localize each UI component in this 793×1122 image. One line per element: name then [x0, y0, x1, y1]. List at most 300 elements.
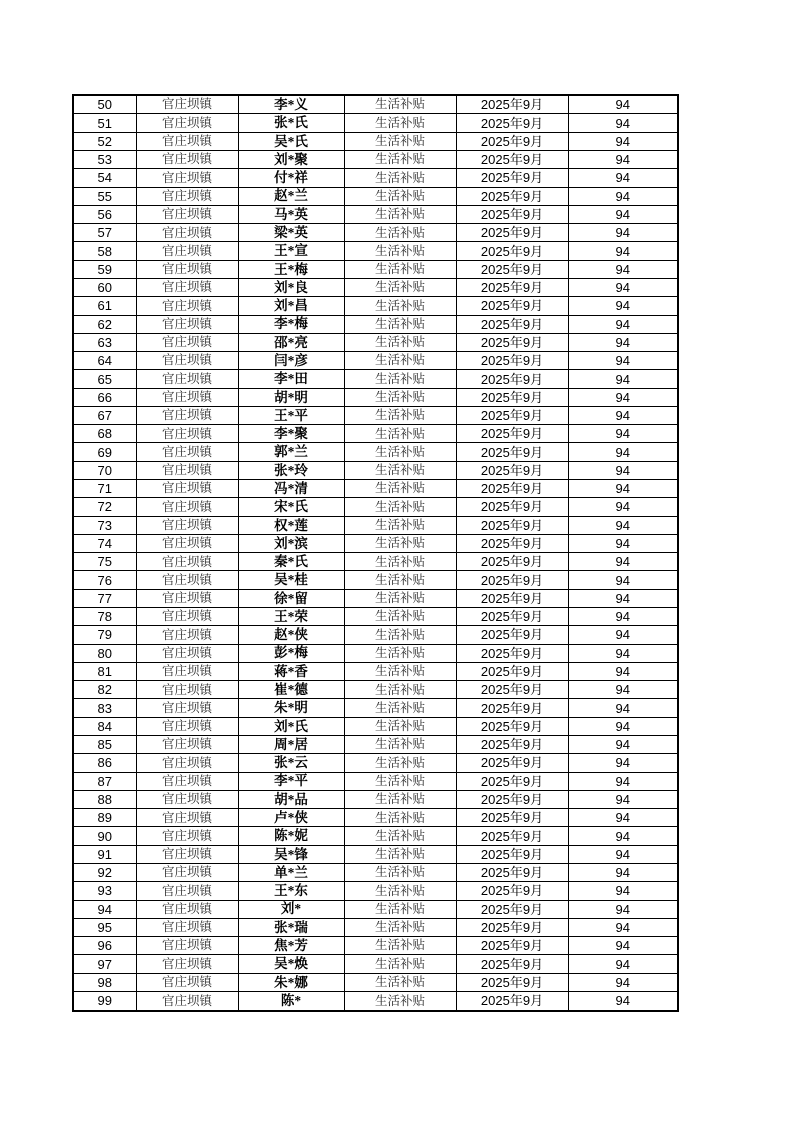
amount: 94	[568, 827, 678, 845]
table-row	[73, 845, 678, 863]
row-number: 75	[73, 553, 136, 571]
month: 2025年9月	[456, 553, 568, 571]
person-name: 彭*梅	[238, 644, 344, 662]
subsidy-type: 生活补贴	[344, 973, 456, 991]
row-number: 67	[73, 406, 136, 424]
town-name: 官庄坝镇	[136, 589, 238, 607]
amount: 94	[568, 809, 678, 827]
row-number: 61	[73, 297, 136, 315]
subsidy-type: 生活补贴	[344, 717, 456, 735]
subsidy-type: 生活补贴	[344, 370, 456, 388]
row-number: 76	[73, 571, 136, 589]
month: 2025年9月	[456, 863, 568, 881]
amount: 94	[568, 918, 678, 936]
amount: 94	[568, 388, 678, 406]
person-name: 刘*良	[238, 278, 344, 296]
town-name: 官庄坝镇	[136, 790, 238, 808]
month: 2025年9月	[456, 900, 568, 918]
subsidy-type: 生活补贴	[344, 937, 456, 955]
amount: 94	[568, 937, 678, 955]
row-number: 96	[73, 937, 136, 955]
table-row	[73, 150, 678, 168]
row-number: 88	[73, 790, 136, 808]
subsidy-type: 生活补贴	[344, 809, 456, 827]
row-number: 95	[73, 918, 136, 936]
table-row	[73, 315, 678, 333]
town-name: 官庄坝镇	[136, 498, 238, 516]
person-name: 冯*清	[238, 480, 344, 498]
month: 2025年9月	[456, 681, 568, 699]
town-name: 官庄坝镇	[136, 461, 238, 479]
amount: 94	[568, 132, 678, 150]
subsidy-type: 生活补贴	[344, 735, 456, 753]
subsidy-type: 生活补贴	[344, 754, 456, 772]
amount: 94	[568, 553, 678, 571]
subsidy-type: 生活补贴	[344, 608, 456, 626]
town-name: 官庄坝镇	[136, 900, 238, 918]
month: 2025年9月	[456, 224, 568, 242]
row-number: 71	[73, 480, 136, 498]
row-number: 57	[73, 224, 136, 242]
amount: 94	[568, 790, 678, 808]
person-name: 权*莲	[238, 516, 344, 534]
table-row	[73, 991, 678, 1011]
town-name: 官庄坝镇	[136, 717, 238, 735]
subsidy-type: 生活补贴	[344, 553, 456, 571]
amount: 94	[568, 224, 678, 242]
subsidy-type: 生活补贴	[344, 114, 456, 132]
month: 2025年9月	[456, 388, 568, 406]
person-name: 赵*兰	[238, 187, 344, 205]
subsidy-type: 生活补贴	[344, 589, 456, 607]
town-name: 官庄坝镇	[136, 644, 238, 662]
person-name: 吴*氏	[238, 132, 344, 150]
table-row	[73, 772, 678, 790]
table-row	[73, 333, 678, 351]
subsidy-type: 生活补贴	[344, 425, 456, 443]
table-row	[73, 205, 678, 223]
month: 2025年9月	[456, 662, 568, 680]
amount: 94	[568, 114, 678, 132]
row-number: 59	[73, 260, 136, 278]
town-name: 官庄坝镇	[136, 443, 238, 461]
town-name: 官庄坝镇	[136, 224, 238, 242]
town-name: 官庄坝镇	[136, 205, 238, 223]
town-name: 官庄坝镇	[136, 297, 238, 315]
row-number: 79	[73, 626, 136, 644]
amount: 94	[568, 845, 678, 863]
person-name: 卢*侠	[238, 809, 344, 827]
town-name: 官庄坝镇	[136, 553, 238, 571]
table-row	[73, 717, 678, 735]
table-row	[73, 918, 678, 936]
month: 2025年9月	[456, 754, 568, 772]
subsidy-type: 生活补贴	[344, 790, 456, 808]
month: 2025年9月	[456, 132, 568, 150]
table-row	[73, 352, 678, 370]
month: 2025年9月	[456, 717, 568, 735]
subsidy-type: 生活补贴	[344, 132, 456, 150]
person-name: 宋*氏	[238, 498, 344, 516]
table-row	[73, 534, 678, 552]
subsidy-type: 生活补贴	[344, 955, 456, 973]
person-name: 崔*德	[238, 681, 344, 699]
row-number: 66	[73, 388, 136, 406]
month: 2025年9月	[456, 443, 568, 461]
amount: 94	[568, 297, 678, 315]
subsidy-type: 生活补贴	[344, 681, 456, 699]
table-row	[73, 425, 678, 443]
row-number: 73	[73, 516, 136, 534]
row-number: 53	[73, 150, 136, 168]
town-name: 官庄坝镇	[136, 681, 238, 699]
town-name: 官庄坝镇	[136, 937, 238, 955]
town-name: 官庄坝镇	[136, 95, 238, 114]
town-name: 官庄坝镇	[136, 132, 238, 150]
table-row	[73, 589, 678, 607]
subsidy-type: 生活补贴	[344, 95, 456, 114]
table-row	[73, 863, 678, 881]
subsidy-type: 生活补贴	[344, 516, 456, 534]
amount: 94	[568, 260, 678, 278]
row-number: 55	[73, 187, 136, 205]
month: 2025年9月	[456, 425, 568, 443]
amount: 94	[568, 571, 678, 589]
town-name: 官庄坝镇	[136, 370, 238, 388]
town-name: 官庄坝镇	[136, 260, 238, 278]
person-name: 李*聚	[238, 425, 344, 443]
person-name: 付*祥	[238, 169, 344, 187]
amount: 94	[568, 534, 678, 552]
town-name: 官庄坝镇	[136, 150, 238, 168]
person-name: 蒋*香	[238, 662, 344, 680]
table-row	[73, 480, 678, 498]
town-name: 官庄坝镇	[136, 516, 238, 534]
amount: 94	[568, 973, 678, 991]
subsidy-type: 生活补贴	[344, 882, 456, 900]
town-name: 官庄坝镇	[136, 809, 238, 827]
person-name: 朱*娜	[238, 973, 344, 991]
table-row	[73, 735, 678, 753]
row-number: 90	[73, 827, 136, 845]
table-row	[73, 406, 678, 424]
person-name: 马*英	[238, 205, 344, 223]
town-name: 官庄坝镇	[136, 973, 238, 991]
person-name: 胡*明	[238, 388, 344, 406]
table-row	[73, 260, 678, 278]
person-name: 焦*芳	[238, 937, 344, 955]
table-row	[73, 297, 678, 315]
amount: 94	[568, 242, 678, 260]
subsidy-type: 生活补贴	[344, 571, 456, 589]
row-number: 69	[73, 443, 136, 461]
town-name: 官庄坝镇	[136, 388, 238, 406]
town-name: 官庄坝镇	[136, 425, 238, 443]
row-number: 98	[73, 973, 136, 991]
town-name: 官庄坝镇	[136, 333, 238, 351]
person-name: 陈*	[238, 991, 344, 1011]
amount: 94	[568, 425, 678, 443]
table-row	[73, 900, 678, 918]
row-number: 74	[73, 534, 136, 552]
person-name: 梁*英	[238, 224, 344, 242]
subsidy-type: 生活补贴	[344, 406, 456, 424]
table-row	[73, 644, 678, 662]
table-row	[73, 114, 678, 132]
person-name: 李*梅	[238, 315, 344, 333]
row-number: 77	[73, 589, 136, 607]
person-name: 张*瑞	[238, 918, 344, 936]
person-name: 王*荣	[238, 608, 344, 626]
town-name: 官庄坝镇	[136, 699, 238, 717]
month: 2025年9月	[456, 991, 568, 1011]
subsidy-type: 生活补贴	[344, 150, 456, 168]
table-row	[73, 955, 678, 973]
row-number: 50	[73, 95, 136, 114]
subsidy-type: 生活补贴	[344, 534, 456, 552]
month: 2025年9月	[456, 370, 568, 388]
month: 2025年9月	[456, 242, 568, 260]
person-name: 刘*	[238, 900, 344, 918]
row-number: 82	[73, 681, 136, 699]
row-number: 92	[73, 863, 136, 881]
amount: 94	[568, 626, 678, 644]
row-number: 83	[73, 699, 136, 717]
row-number: 52	[73, 132, 136, 150]
amount: 94	[568, 681, 678, 699]
table-body	[73, 95, 678, 1011]
table-row	[73, 681, 678, 699]
row-number: 99	[73, 991, 136, 1011]
person-name: 赵*侠	[238, 626, 344, 644]
town-name: 官庄坝镇	[136, 863, 238, 881]
person-name: 闫*彦	[238, 352, 344, 370]
month: 2025年9月	[456, 95, 568, 114]
amount: 94	[568, 991, 678, 1011]
row-number: 84	[73, 717, 136, 735]
town-name: 官庄坝镇	[136, 406, 238, 424]
amount: 94	[568, 516, 678, 534]
month: 2025年9月	[456, 589, 568, 607]
row-number: 78	[73, 608, 136, 626]
month: 2025年9月	[456, 790, 568, 808]
person-name: 秦*氏	[238, 553, 344, 571]
person-name: 朱*明	[238, 699, 344, 717]
subsidy-type: 生活补贴	[344, 644, 456, 662]
subsidy-type: 生活补贴	[344, 827, 456, 845]
month: 2025年9月	[456, 480, 568, 498]
table-row	[73, 242, 678, 260]
month: 2025年9月	[456, 498, 568, 516]
person-name: 张*云	[238, 754, 344, 772]
subsidy-type: 生活补贴	[344, 260, 456, 278]
month: 2025年9月	[456, 809, 568, 827]
subsidy-table	[72, 94, 679, 1012]
subsidy-type: 生活补贴	[344, 863, 456, 881]
subsidy-type: 生活补贴	[344, 480, 456, 498]
table-row	[73, 699, 678, 717]
row-number: 54	[73, 169, 136, 187]
amount: 94	[568, 205, 678, 223]
town-name: 官庄坝镇	[136, 571, 238, 589]
person-name: 单*兰	[238, 863, 344, 881]
amount: 94	[568, 315, 678, 333]
town-name: 官庄坝镇	[136, 845, 238, 863]
amount: 94	[568, 735, 678, 753]
person-name: 周*居	[238, 735, 344, 753]
month: 2025年9月	[456, 973, 568, 991]
table-row	[73, 461, 678, 479]
table-row	[73, 827, 678, 845]
subsidy-type: 生活补贴	[344, 242, 456, 260]
town-name: 官庄坝镇	[136, 187, 238, 205]
table-row	[73, 937, 678, 955]
subsidy-type: 生活补贴	[344, 918, 456, 936]
month: 2025年9月	[456, 534, 568, 552]
row-number: 60	[73, 278, 136, 296]
month: 2025年9月	[456, 772, 568, 790]
person-name: 张*玲	[238, 461, 344, 479]
subsidy-type: 生活补贴	[344, 187, 456, 205]
month: 2025年9月	[456, 150, 568, 168]
subsidy-table-container	[72, 94, 679, 1012]
month: 2025年9月	[456, 406, 568, 424]
town-name: 官庄坝镇	[136, 955, 238, 973]
person-name: 王*东	[238, 882, 344, 900]
town-name: 官庄坝镇	[136, 315, 238, 333]
row-number: 97	[73, 955, 136, 973]
row-number: 86	[73, 754, 136, 772]
table-row	[73, 809, 678, 827]
subsidy-type: 生活补贴	[344, 388, 456, 406]
town-name: 官庄坝镇	[136, 278, 238, 296]
month: 2025年9月	[456, 882, 568, 900]
table-row	[73, 553, 678, 571]
table-row	[73, 95, 678, 114]
month: 2025年9月	[456, 571, 568, 589]
amount: 94	[568, 278, 678, 296]
amount: 94	[568, 608, 678, 626]
subsidy-type: 生活补贴	[344, 333, 456, 351]
person-name: 吴*锋	[238, 845, 344, 863]
amount: 94	[568, 863, 678, 881]
row-number: 58	[73, 242, 136, 260]
row-number: 81	[73, 662, 136, 680]
row-number: 89	[73, 809, 136, 827]
month: 2025年9月	[456, 333, 568, 351]
subsidy-type: 生活补贴	[344, 443, 456, 461]
month: 2025年9月	[456, 608, 568, 626]
month: 2025年9月	[456, 352, 568, 370]
table-row	[73, 516, 678, 534]
month: 2025年9月	[456, 114, 568, 132]
amount: 94	[568, 900, 678, 918]
amount: 94	[568, 772, 678, 790]
row-number: 87	[73, 772, 136, 790]
amount: 94	[568, 187, 678, 205]
month: 2025年9月	[456, 644, 568, 662]
table-row	[73, 388, 678, 406]
table-row	[73, 790, 678, 808]
subsidy-type: 生活补贴	[344, 845, 456, 863]
amount: 94	[568, 461, 678, 479]
town-name: 官庄坝镇	[136, 626, 238, 644]
table-row	[73, 224, 678, 242]
table-row	[73, 754, 678, 772]
person-name: 刘*氏	[238, 717, 344, 735]
subsidy-type: 生活补贴	[344, 461, 456, 479]
month: 2025年9月	[456, 516, 568, 534]
month: 2025年9月	[456, 297, 568, 315]
person-name: 刘*昌	[238, 297, 344, 315]
subsidy-type: 生活补贴	[344, 297, 456, 315]
person-name: 陈*妮	[238, 827, 344, 845]
subsidy-type: 生活补贴	[344, 626, 456, 644]
town-name: 官庄坝镇	[136, 735, 238, 753]
month: 2025年9月	[456, 626, 568, 644]
subsidy-type: 生活补贴	[344, 224, 456, 242]
row-number: 70	[73, 461, 136, 479]
month: 2025年9月	[456, 315, 568, 333]
row-number: 64	[73, 352, 136, 370]
row-number: 94	[73, 900, 136, 918]
subsidy-type: 生活补贴	[344, 278, 456, 296]
subsidy-type: 生活补贴	[344, 772, 456, 790]
month: 2025年9月	[456, 461, 568, 479]
subsidy-type: 生活补贴	[344, 662, 456, 680]
amount: 94	[568, 498, 678, 516]
amount: 94	[568, 589, 678, 607]
amount: 94	[568, 480, 678, 498]
month: 2025年9月	[456, 918, 568, 936]
person-name: 张*氏	[238, 114, 344, 132]
row-number: 65	[73, 370, 136, 388]
month: 2025年9月	[456, 187, 568, 205]
amount: 94	[568, 169, 678, 187]
subsidy-type: 生活补贴	[344, 498, 456, 516]
subsidy-type: 生活补贴	[344, 352, 456, 370]
table-row	[73, 370, 678, 388]
subsidy-type: 生活补贴	[344, 991, 456, 1011]
table-row	[73, 278, 678, 296]
person-name: 李*义	[238, 95, 344, 114]
month: 2025年9月	[456, 169, 568, 187]
person-name: 王*平	[238, 406, 344, 424]
table-row	[73, 169, 678, 187]
person-name: 吴*焕	[238, 955, 344, 973]
town-name: 官庄坝镇	[136, 608, 238, 626]
amount: 94	[568, 443, 678, 461]
person-name: 郭*兰	[238, 443, 344, 461]
amount: 94	[568, 955, 678, 973]
month: 2025年9月	[456, 260, 568, 278]
row-number: 56	[73, 205, 136, 223]
subsidy-type: 生活补贴	[344, 315, 456, 333]
person-name: 王*宣	[238, 242, 344, 260]
row-number: 51	[73, 114, 136, 132]
table-row	[73, 662, 678, 680]
amount: 94	[568, 754, 678, 772]
month: 2025年9月	[456, 827, 568, 845]
town-name: 官庄坝镇	[136, 882, 238, 900]
row-number: 93	[73, 882, 136, 900]
table-row	[73, 498, 678, 516]
amount: 94	[568, 370, 678, 388]
person-name: 刘*聚	[238, 150, 344, 168]
amount: 94	[568, 662, 678, 680]
person-name: 刘*滨	[238, 534, 344, 552]
town-name: 官庄坝镇	[136, 352, 238, 370]
